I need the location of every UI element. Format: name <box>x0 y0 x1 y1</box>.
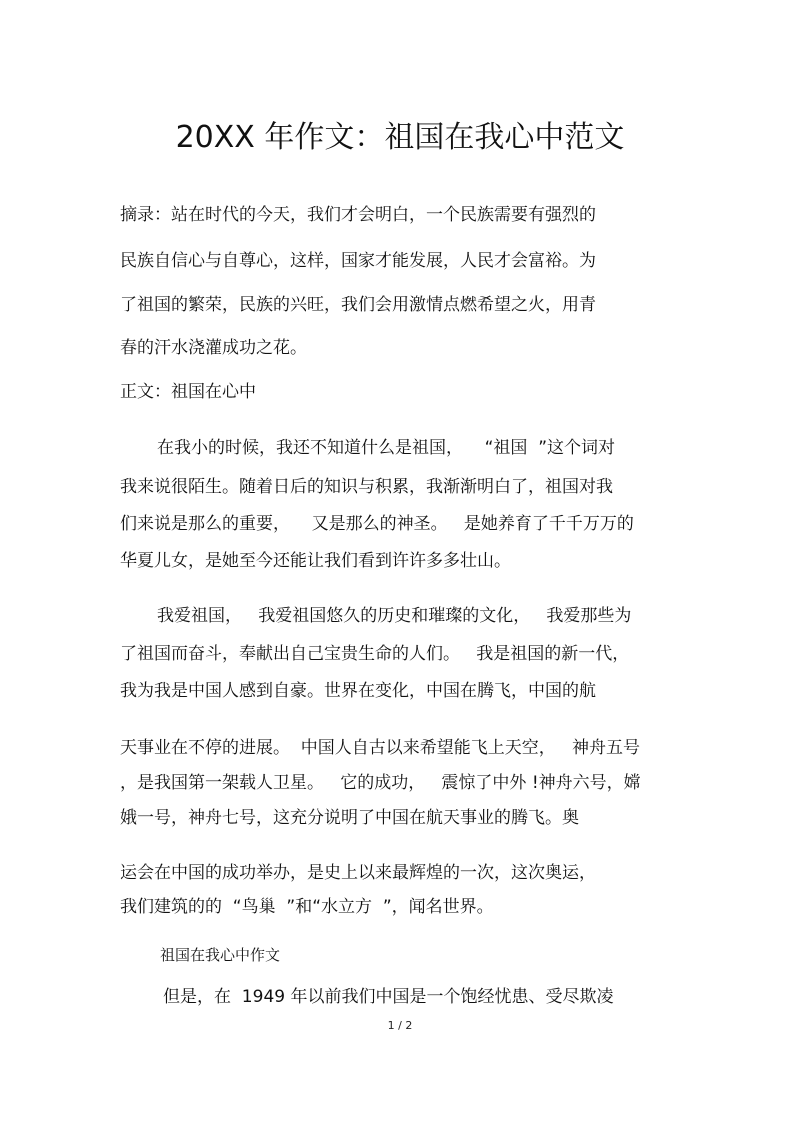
abstract-line-4: 春的汗水浇灌成功之花。 <box>120 338 307 358</box>
paragraph-3-line-1: 天事业在不停的进展。 中国人自古以来希望能飞上天空， 神舟五号 <box>120 738 641 758</box>
paragraph-3-line-3: 娥一号，神舟七号，这充分说明了中国在航天事业的腾飞。奥 <box>120 808 579 828</box>
paragraph-2-line-2: 了祖国而奋斗，奉献出自己宝贵生命的人们。 我是祖国的新一代， <box>120 644 630 664</box>
paragraph-1-line-1: 在我小的时候，我还不知道什么是祖国， “祖国 ”这个词对 <box>157 438 616 458</box>
document-title: 20XX 年作文：祖国在我心中范文 <box>175 120 625 155</box>
paragraph-2-line-3: 我为我是中国人感到自豪。世界在变化，中国在腾飞，中国的航 <box>120 681 596 701</box>
abstract-line-3: 了祖国的繁荣，民族的兴旺，我们会用激情点燃希望之火，用青 <box>120 295 596 315</box>
abstract-line-1: 摘录：站在时代的今天，我们才会明白，一个民族需要有强烈的 <box>120 205 596 225</box>
paragraph-2-line-1: 我爱祖国， 我爱祖国悠久的历史和璀璨的文化， 我爱那些为 <box>157 606 632 626</box>
paragraph-4-line-2: 我们建筑的的 “鸟巢 ”和“水立方 ”，闻名世界。 <box>120 897 494 917</box>
paragraph-1-line-4: 华夏儿女，是她至今还能让我们看到许许多多壮山。 <box>120 551 511 571</box>
abstract-line-2: 民族自信心与自尊心，这样，国家才能发展，人民才会富裕。为 <box>120 251 596 271</box>
paragraph-1-line-2: 我来说很陌生。随着日后的知识与积累，我渐渐明白了，祖国对我 <box>120 477 613 497</box>
page-number: 1 / 2 <box>387 1019 413 1032</box>
paragraph-4-line-1: 运会在中国的成功举办，是史上以来最辉煌的一次，这次奥运， <box>120 863 596 883</box>
paragraph-3-line-2: ，是我国第一架载人卫星。 它的成功， 震惊了中外 !神舟六号，嫦 <box>120 773 641 793</box>
body-heading: 正文：祖国在心中 <box>120 382 256 402</box>
section-subheading: 祖国在我心中作文 <box>160 946 281 964</box>
paragraph-1-line-3: 们来说是那么的重要， 又是那么的神圣。 是她养育了千千万万的 <box>120 514 634 534</box>
paragraph-5-line-1: 但是，在 1949 年以前我们中国是一个饱经忧患、受尽欺凌 <box>163 987 614 1007</box>
